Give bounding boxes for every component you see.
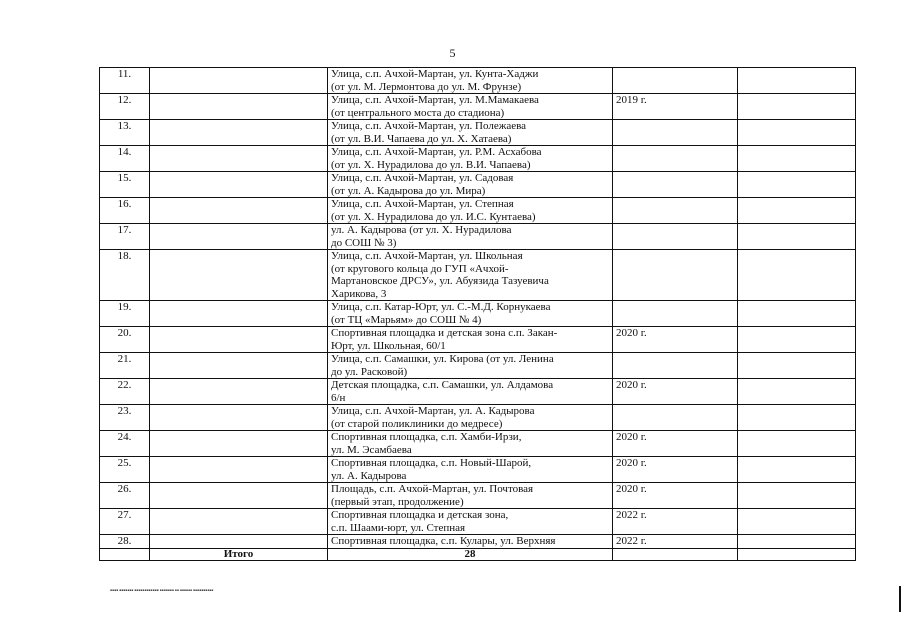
object-description: Улица, с.п. Ачхой-Мартан, ул. Кунта-Хаджи (от ул. М. Лермонтова до ул. М. Фрунзе) [328,68,613,94]
page-number: 5 [449,46,456,60]
object-description: ул. А. Кадырова (от ул. Х. Нурадилова до СОШ № 3) [328,224,613,250]
empty-cell [150,68,328,94]
object-description: Спортивная площадка, с.п. Новый-Шарой, ул. А. Кадырова [328,457,613,483]
total-empty-cell [100,548,150,560]
table-row [100,327,856,353]
table-row [100,172,856,198]
row-number: 25. [100,457,150,483]
object-description: Детская площадка, с.п. Самашки, ул. Алдамова 6/н [328,379,613,405]
empty-cell [738,405,856,431]
empty-cell [150,94,328,120]
row-number: 16. [100,198,150,224]
implementation-year: 2019 г. [613,94,738,120]
table-row [100,379,856,405]
table-row [100,198,856,224]
empty-cell [738,94,856,120]
table-row [100,535,856,549]
implementation-year [613,146,738,172]
row-number: 18. [100,250,150,301]
object-description: Улица, с.п. Ачхой-Мартан, ул. Степная (от ул. Х. Нурадилова до ул. И.С. Кунтаева) [328,198,613,224]
implementation-year: 2020 г. [613,327,738,353]
empty-cell [150,224,328,250]
table-body [100,68,856,561]
empty-cell [150,483,328,509]
empty-cell [150,146,328,172]
scan-edge-mark [899,586,901,612]
empty-cell [150,172,328,198]
implementation-year [613,353,738,379]
object-description: Улица, с.п. Ачхой-Мартан, ул. М.Мамакаева (от центрального моста до стадиона) [328,94,613,120]
object-description: Площадь, с.п. Ачхой-Мартан, ул. Почтовая (первый этап, продолжение) [328,483,613,509]
row-number: 26. [100,483,150,509]
empty-cell [738,146,856,172]
empty-cell [738,535,856,549]
footer-fine-print: ▪▪▪▪ ▪▪▪▪▪▪▪ ▪▪▪▪▪▪▪▪▪▪▪▪ ▪▪▪▪▪▪▪ ▪▪ ▪▪▪▪▪▪ ▪▪▪▪▪▪▪▪▪▪ [110,588,214,592]
table-row [100,120,856,146]
table-row [100,509,856,535]
empty-cell [738,120,856,146]
empty-cell [738,301,856,327]
empty-cell [738,198,856,224]
total-value: 28 [328,548,613,560]
object-description: Улица, с.п. Ачхой-Мартан, ул. Школьная (от кругового кольца до ГУП «Ачхой- Мартановское ДРСУ», ул. Абуязида Тазуевича Харикова, 3 [328,250,613,301]
row-number: 17. [100,224,150,250]
empty-cell [738,509,856,535]
object-description: Спортивная площадка, с.п. Хамби-Ирзи, ул. М. Эсамбаева [328,431,613,457]
empty-cell [738,172,856,198]
empty-cell [738,224,856,250]
empty-cell [150,509,328,535]
implementation-year [613,250,738,301]
row-number: 22. [100,379,150,405]
object-description: Улица, с.п. Самашки, ул. Кирова (от ул. Ленина до ул. Расковой) [328,353,613,379]
row-number: 19. [100,301,150,327]
row-number: 24. [100,431,150,457]
empty-cell [150,198,328,224]
empty-cell [738,431,856,457]
table-row [100,94,856,120]
object-description: Улица, с.п. Ачхой-Мартан, ул. Р.М. Асхабова (от ул. Х. Нурадилова до ул. В.И. Чапаева) [328,146,613,172]
implementation-year [613,405,738,431]
table-row [100,301,856,327]
total-label: Итого [150,548,328,560]
row-number: 14. [100,146,150,172]
total-row [100,548,856,560]
empty-cell [150,120,328,146]
implementation-year [613,301,738,327]
object-description: Спортивная площадка, с.п. Кулары, ул. Верхняя [328,535,613,549]
row-number: 12. [100,94,150,120]
empty-cell [738,68,856,94]
row-number: 13. [100,120,150,146]
implementation-year: 2022 г. [613,535,738,549]
empty-cell [738,353,856,379]
implementation-year [613,120,738,146]
implementation-year: 2020 г. [613,483,738,509]
empty-cell [150,535,328,549]
object-description: Улица, с.п. Ачхой-Мартан, ул. Полежаева (от ул. В.И. Чапаева до ул. Х. Хатаева) [328,120,613,146]
objects-table [99,67,856,561]
empty-cell [150,379,328,405]
table-row [100,431,856,457]
implementation-year [613,68,738,94]
implementation-year: 2020 г. [613,379,738,405]
table-row [100,250,856,301]
empty-cell [150,431,328,457]
total-empty-cell [738,548,856,560]
total-empty-cell [613,548,738,560]
empty-cell [150,327,328,353]
row-number: 11. [100,68,150,94]
object-description: Улица, с.п. Катар-Юрт, ул. С.-М.Д. Корнукаева (от ТЦ «Марьям» до СОШ № 4) [328,301,613,327]
table-row [100,457,856,483]
table-row [100,68,856,94]
empty-cell [738,457,856,483]
row-number: 23. [100,405,150,431]
table-row [100,224,856,250]
table-row [100,353,856,379]
empty-cell [738,327,856,353]
table-row [100,483,856,509]
table-row [100,146,856,172]
implementation-year: 2020 г. [613,457,738,483]
empty-cell [150,353,328,379]
row-number: 15. [100,172,150,198]
empty-cell [738,483,856,509]
row-number: 27. [100,509,150,535]
implementation-year: 2020 г. [613,431,738,457]
implementation-year [613,198,738,224]
empty-cell [150,457,328,483]
row-number: 28. [100,535,150,549]
row-number: 20. [100,327,150,353]
object-description: Улица, с.п. Ачхой-Мартан, ул. Садовая (от ул. А. Кадырова до ул. Мира) [328,172,613,198]
row-number: 21. [100,353,150,379]
implementation-year [613,224,738,250]
table-row [100,405,856,431]
implementation-year: 2022 г. [613,509,738,535]
object-description: Спортивная площадка и детская зона, с.п. Шаами-юрт, ул. Степная [328,509,613,535]
empty-cell [738,250,856,301]
empty-cell [150,250,328,301]
object-description: Улица, с.п. Ачхой-Мартан, ул. А. Кадырова (от старой поликлиники до медресе) [328,405,613,431]
empty-cell [150,301,328,327]
empty-cell [738,379,856,405]
implementation-year [613,172,738,198]
object-description: Спортивная площадка и детская зона с.п. Закан- Юрт, ул. Школьная, 60/1 [328,327,613,353]
empty-cell [150,405,328,431]
